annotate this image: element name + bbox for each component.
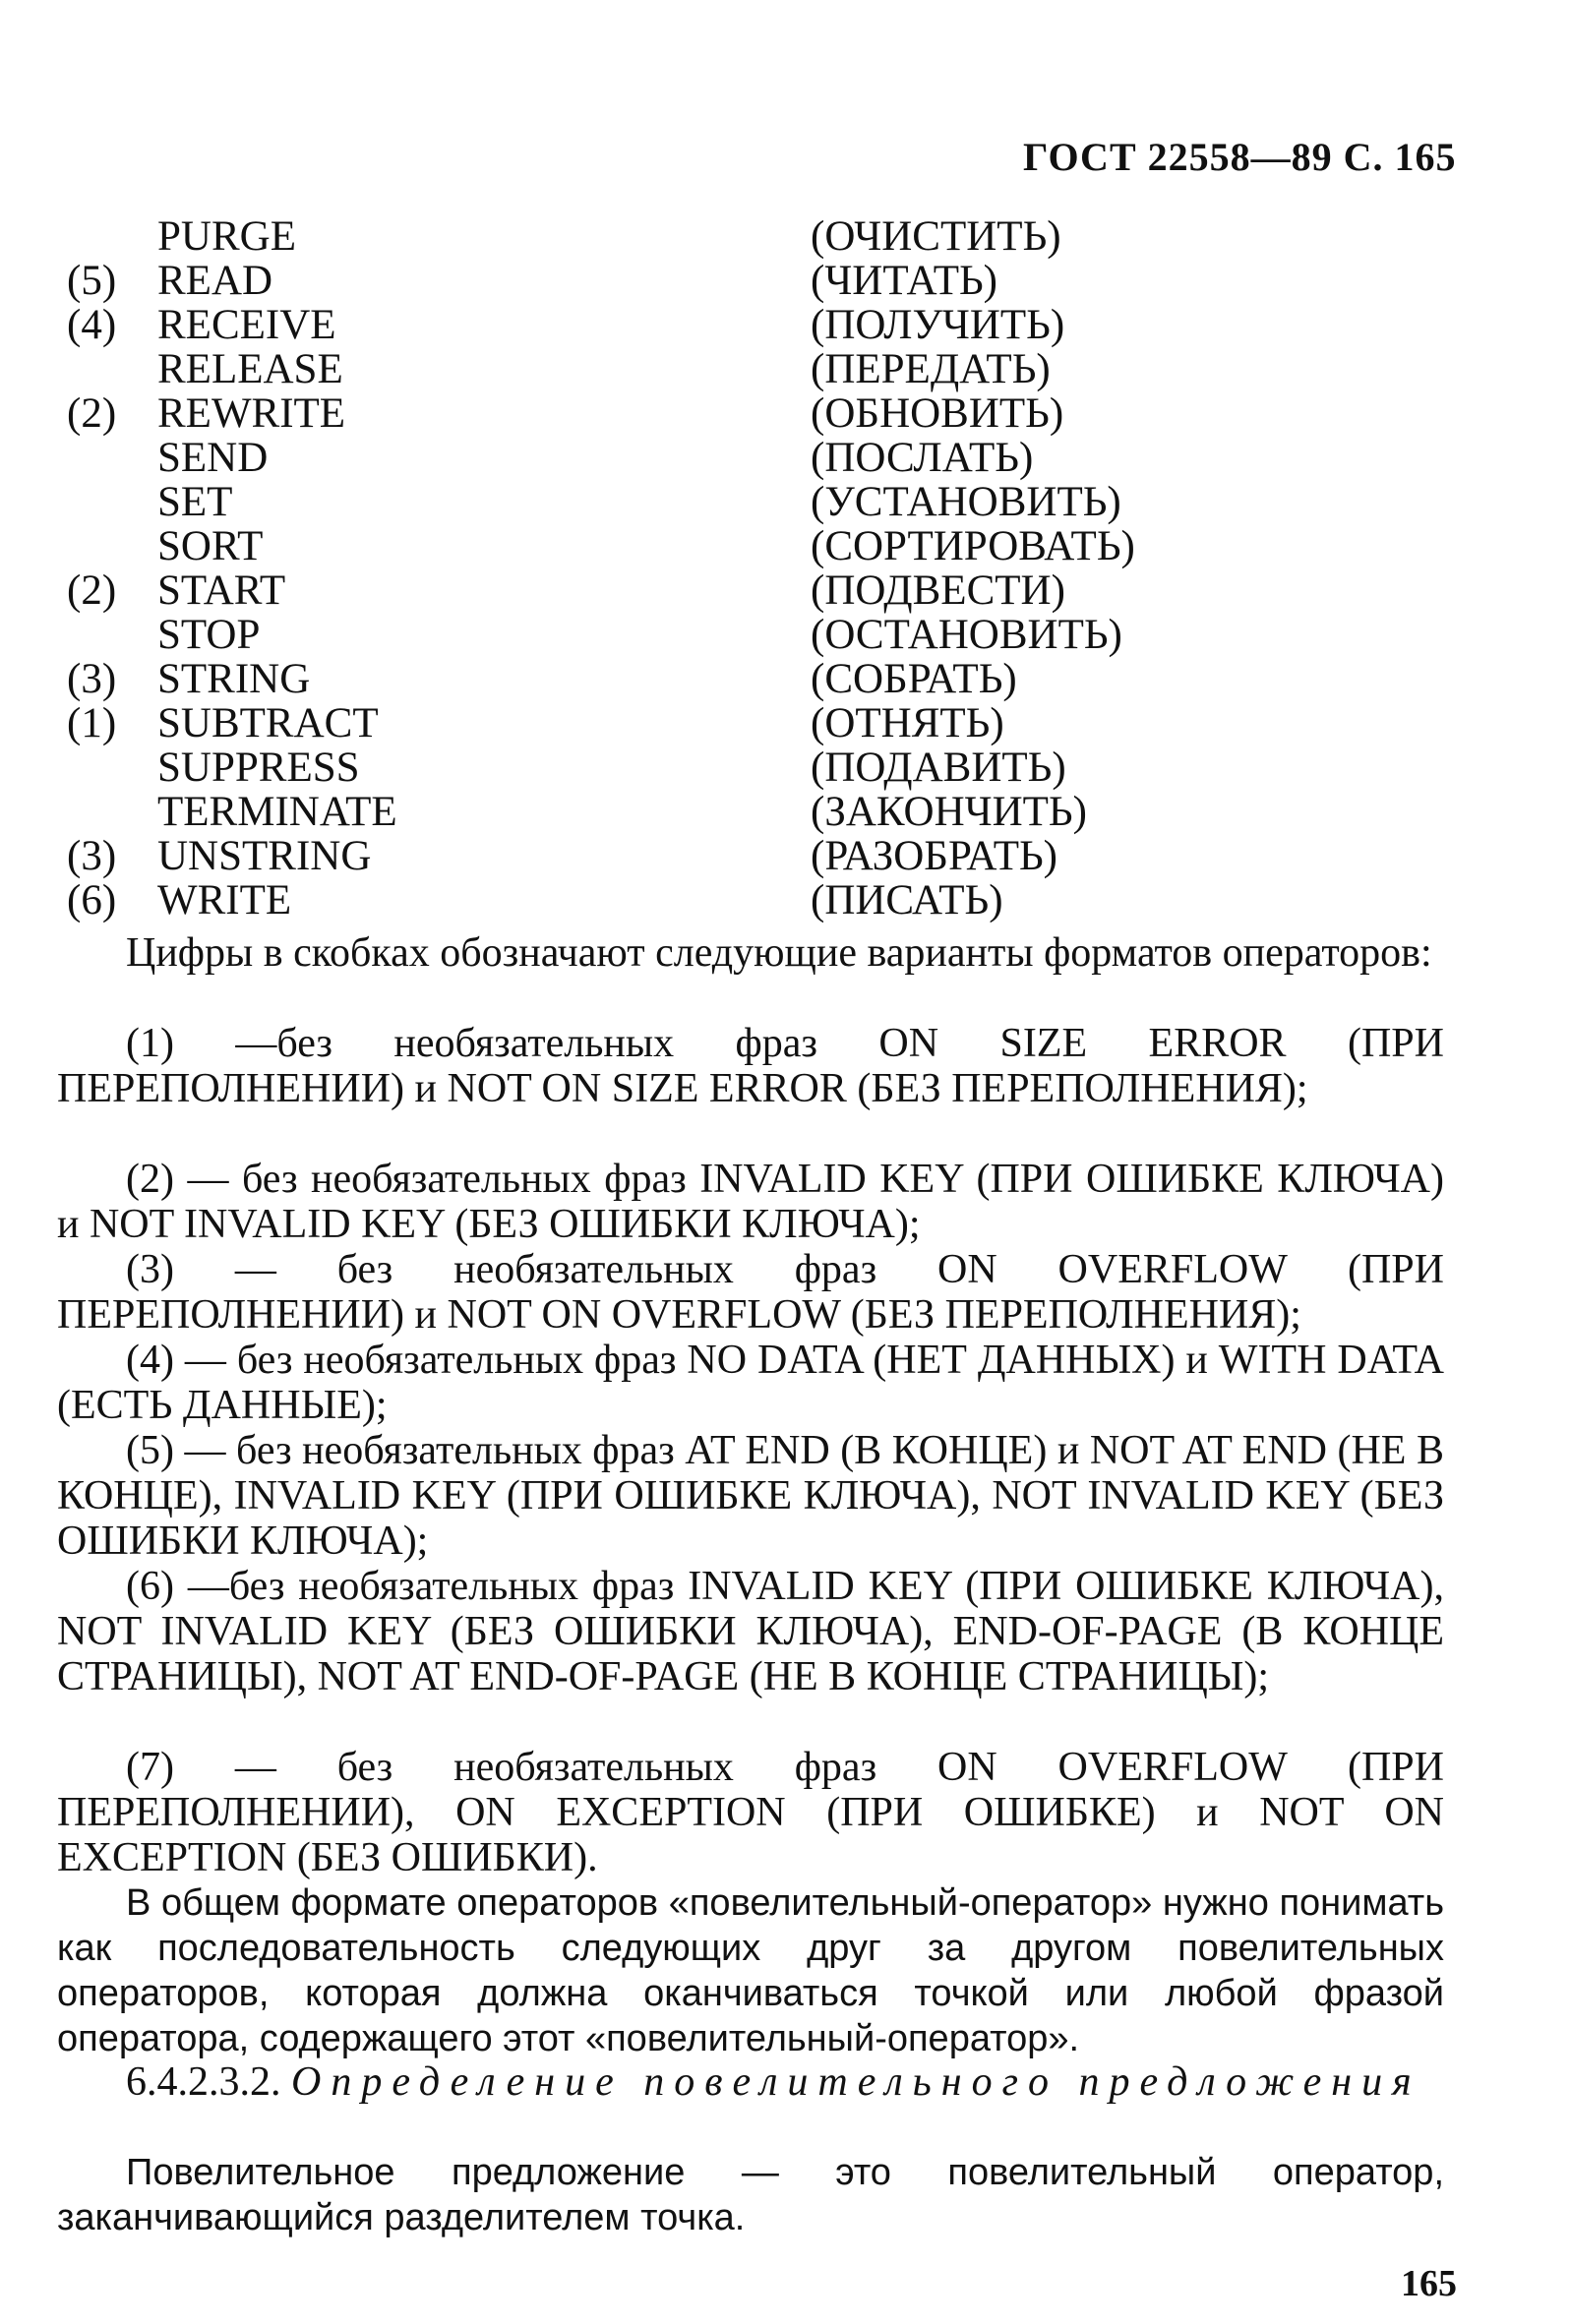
general-note-paragraph: В общем формате операторов «повелительный-оператор» нужно понимать как последовательность следующих друг за другом повелительных операторов, которая должна оканчиваться точкой или любой фразой оператора, содержащего этот «повелительный-оператор».: [57, 1882, 1444, 2059]
keyword: SUBTRACT: [157, 700, 379, 746]
variant-3: (3) — без необязательных фраз ON OVERFLOW (ПРИ ПЕРЕПОЛНЕНИИ) и NOT ON OVERFLOW (БЕЗ ПЕРЕПОЛНЕНИЯ);: [57, 1247, 1444, 1338]
variant-5: (5) — без необязательных фраз AT END (В КОНЦЕ) и NOT AT END (НЕ В КОНЦЕ), INVALID KEY (ПРИ ОШИБКЕ КЛЮЧА), NOT INVALID KEY (БЕЗ ОШИБКИ КЛЮЧА);: [57, 1428, 1444, 1564]
keyword-translation: (ОСТАНОВИТЬ): [811, 612, 1122, 658]
keyword: STRING: [157, 656, 311, 702]
keyword: REWRITE: [157, 390, 346, 437]
format-number: (2): [67, 390, 117, 437]
keyword-translation: (ЗАКОНЧИТЬ): [811, 789, 1087, 835]
variant-4: (4) — без необязательных фраз NO DATA (НЕТ ДАННЫХ) и WITH DATA (ЕСТЬ ДАННЫЕ);: [57, 1338, 1444, 1428]
variant-1: (1) —без необязательных фраз ON SIZE ERROR (ПРИ ПЕРЕПОЛНЕНИИ) и NOT ON SIZE ERROR (БЕЗ ПЕРЕПОЛНЕНИЯ);: [57, 1021, 1444, 1111]
format-number: (4): [67, 302, 117, 348]
keyword-translation: (ПОЛУЧИТЬ): [811, 302, 1065, 348]
running-header: ГОСТ 22558—89 С. 165: [1023, 135, 1457, 179]
keyword: RECEIVE: [157, 302, 336, 348]
variant-2: (2) — без необязательных фраз INVALID KEY (ПРИ ОШИБКЕ КЛЮЧА) и NOT INVALID KEY (БЕЗ ОШИБКИ КЛЮЧА);: [57, 1157, 1444, 1247]
keyword: RELEASE: [157, 346, 343, 392]
keyword: SEND: [157, 435, 269, 481]
format-number: (2): [67, 567, 117, 614]
format-number: (3): [67, 656, 117, 702]
keyword-translation: (ЧИТАТЬ): [811, 258, 997, 304]
keyword: SET: [157, 479, 233, 525]
keyword: SUPPRESS: [157, 745, 360, 791]
keyword-translation: (СОРТИРОВАТЬ): [811, 523, 1135, 569]
keyword: START: [157, 567, 286, 614]
keyword-translation: (РАЗОБРАТЬ): [811, 833, 1057, 879]
intro-paragraph: Цифры в скобках обозначают следующие варианты форматов операторов:: [126, 930, 1432, 976]
keyword-translation: (ОЧИСТИТЬ): [811, 213, 1061, 260]
keyword-translation: (ПЕРЕДАТЬ): [811, 346, 1051, 392]
keyword: UNSTRING: [157, 833, 372, 879]
keyword: READ: [157, 258, 273, 304]
keyword-translation: (ПОДАВИТЬ): [811, 745, 1066, 791]
format-number: (6): [67, 877, 117, 924]
keyword: STOP: [157, 612, 261, 658]
variant-7: (7) — без необязательных фраз ON OVERFLOW (ПРИ ПЕРЕПОЛНЕНИИ), ON EXCEPTION (ПРИ ОШИБКЕ) и NOT ON EXCEPTION (БЕЗ ОШИБКИ).: [57, 1745, 1444, 1880]
section-number: 6.4.2.3.2.: [126, 2059, 281, 2105]
keyword-translation: (ПИСАТЬ): [811, 877, 1003, 924]
variant-6: (6) —без необязательных фраз INVALID KEY (ПРИ ОШИБКЕ КЛЮЧА), NOT INVALID KEY (БЕЗ ОШИБКИ КЛЮЧА), END-OF-PAGE (В КОНЦЕ СТРАНИЦЫ), NOT AT END-OF-PAGE (НЕ В КОНЦЕ СТРАНИЦЫ);: [57, 1564, 1444, 1699]
keyword: WRITE: [157, 877, 292, 924]
section-heading: [57, 2059, 1444, 2105]
keyword: TERMINATE: [157, 789, 397, 835]
keyword-translation: (СОБРАТЬ): [811, 656, 1017, 702]
keyword: PURGE: [157, 213, 296, 260]
format-number: (3): [67, 833, 117, 879]
keyword-translation: (УСТАНОВИТЬ): [811, 479, 1121, 525]
page-number: 165: [1401, 2263, 1457, 2304]
keyword-translation: (ОТНЯТЬ): [811, 700, 1004, 746]
keyword-translation: (ПОДВЕСТИ): [811, 567, 1065, 614]
keyword-translation: (ПОСЛАТЬ): [811, 435, 1034, 481]
format-number: (1): [67, 700, 117, 746]
section-title: Определение повелительного предложения: [291, 2059, 1421, 2105]
keyword-translation: (ОБНОВИТЬ): [811, 390, 1064, 437]
definition-paragraph: Повелительное предложение — это повелительный оператор, заканчивающийся разделителем точка.: [57, 2152, 1444, 2238]
format-number: (5): [67, 258, 117, 304]
keyword: SORT: [157, 523, 264, 569]
